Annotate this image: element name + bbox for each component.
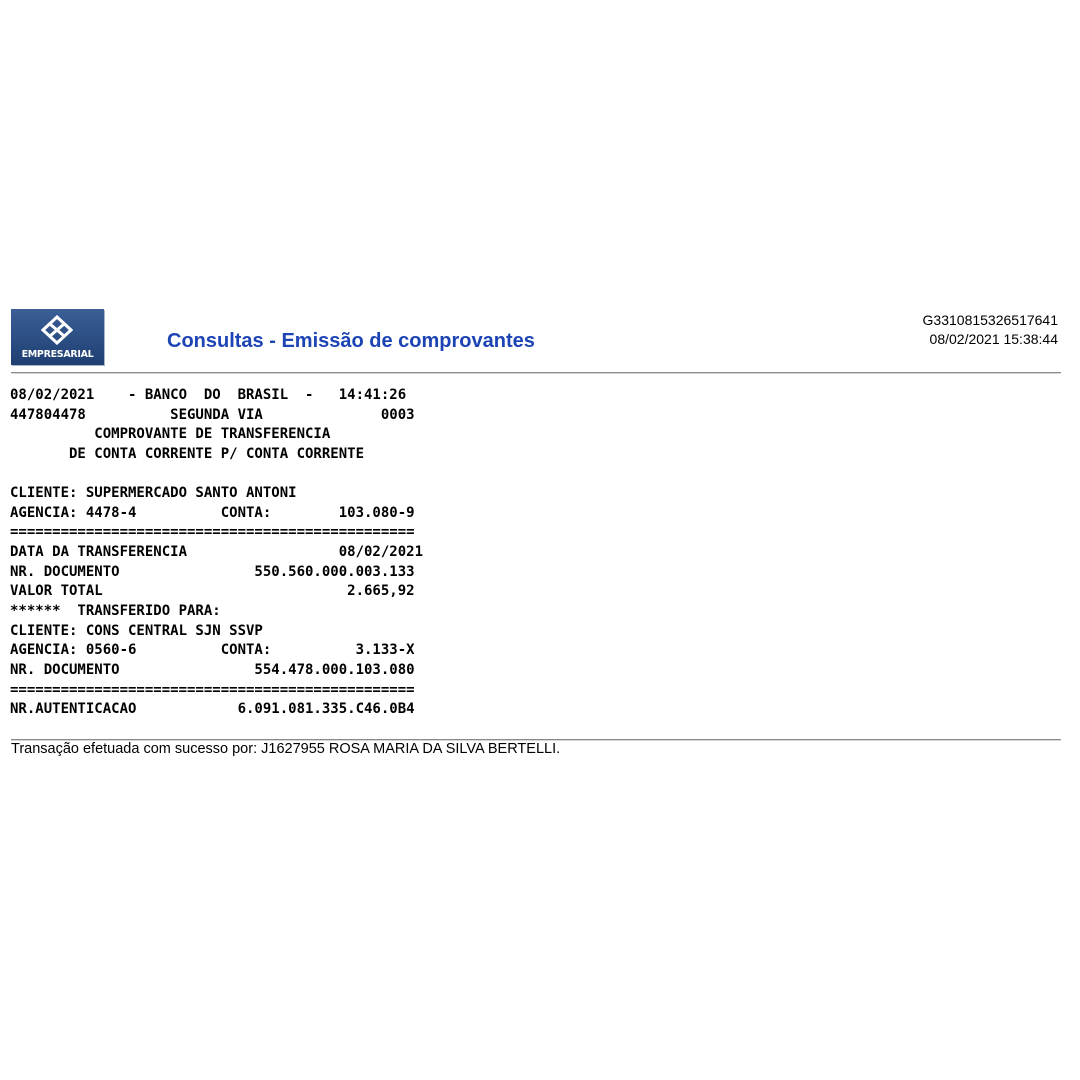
receipt-line: ================================================ <box>10 681 415 698</box>
receipt-line: NR. DOCUMENTO 550.560.000.003.133 <box>10 563 415 580</box>
receipt-body <box>10 386 423 720</box>
receipt-line: AGENCIA: 4478-4 CONTA: 103.080-9 <box>10 504 415 521</box>
page-title: Consultas - Emissão de comprovantes <box>167 330 535 352</box>
banco-do-brasil-logo-icon <box>41 315 73 345</box>
receipt-line: COMPROVANTE DE TRANSFERENCIA <box>10 426 331 443</box>
receipt-line: CLIENTE: SUPERMERCADO SANTO ANTONI <box>10 485 297 502</box>
receipt-line: NR. DOCUMENTO 554.478.000.103.080 <box>10 661 415 678</box>
transaction-code: G3310815326517641 <box>922 312 1058 328</box>
receipt-line: DATA DA TRANSFERENCIA 08/02/2021 <box>10 544 424 561</box>
receipt-line: 08/02/2021 - BANCO DO BRASIL - 14:41:26 <box>10 387 407 403</box>
header-meta <box>923 311 1058 349</box>
issue-datetime: 08/02/2021 15:38:44 <box>929 331 1058 347</box>
logo-label: EMPRESARIAL <box>21 349 94 360</box>
receipt-line: 447804478 SEGUNDA VIA 0003 <box>10 406 415 423</box>
divider-bottom <box>11 739 1061 740</box>
receipt-line: ================================================ <box>10 524 415 541</box>
receipt-line: CLIENTE: CONS CENTRAL SJN SSVP <box>10 622 263 639</box>
receipt-line: VALOR TOTAL 2.665,92 <box>10 583 415 600</box>
receipt-line: DE CONTA CORRENTE P/ CONTA CORRENTE <box>10 445 365 462</box>
receipt-line: NR.AUTENTICACAO 6.091.081.335.C46.0B4 <box>10 701 415 718</box>
divider-top <box>11 372 1061 373</box>
success-message: Transação efetuada com sucesso por: J1627955 ROSA MARIA DA SILVA BERTELLI. <box>11 741 561 757</box>
receipt-line <box>10 465 423 485</box>
banco-do-brasil-logo <box>11 309 104 365</box>
receipt-line: AGENCIA: 0560-6 CONTA: 3.133-X <box>10 642 415 659</box>
receipt-line: ****** TRANSFERIDO PARA: <box>10 603 221 620</box>
